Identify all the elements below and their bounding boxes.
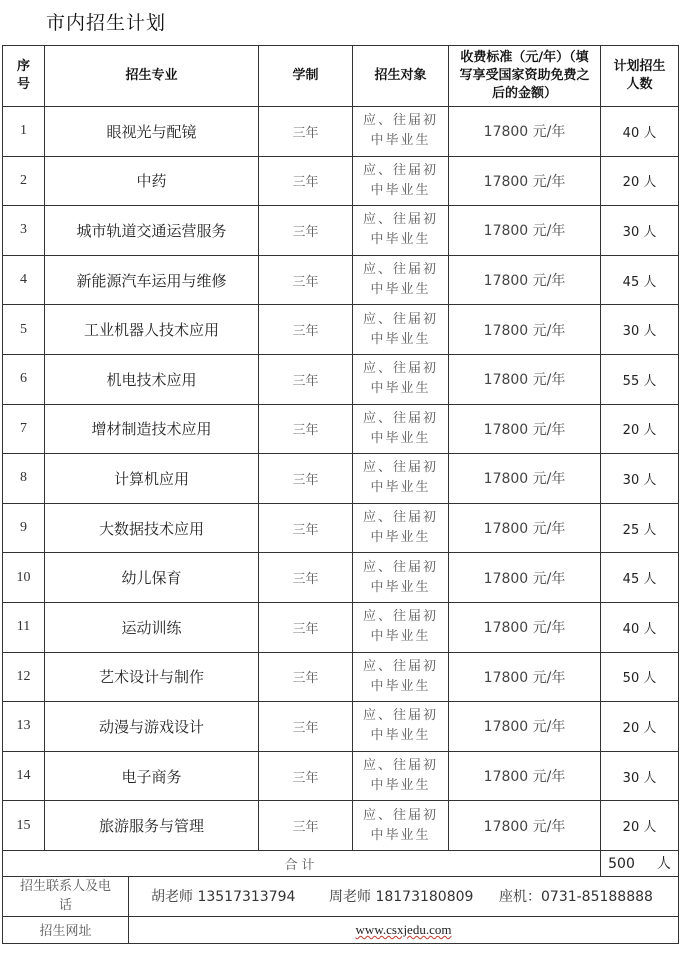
row-fee: 17800 元/年	[449, 602, 601, 652]
row-fee: 17800 元/年	[449, 801, 601, 851]
row-major: 计算机应用	[45, 454, 259, 504]
row-years: 三年	[259, 801, 353, 851]
table-row	[3, 107, 679, 157]
row-major: 新能源汽车运用与维修	[45, 255, 259, 305]
header-major: 招生专业	[45, 46, 259, 107]
contact-landline: 座机：0731-85188888	[499, 889, 653, 906]
row-number: 13	[3, 702, 45, 752]
row-number: 12	[3, 652, 45, 702]
row-plan: 50 人	[601, 652, 679, 702]
table-row	[3, 652, 679, 702]
table-row	[3, 156, 679, 206]
row-years: 三年	[259, 553, 353, 603]
table-row	[3, 702, 679, 752]
website-url-cell	[129, 916, 679, 943]
row-number: 9	[3, 503, 45, 553]
row-plan: 20 人	[601, 404, 679, 454]
row-years: 三年	[259, 751, 353, 801]
row-major: 电子商务	[45, 751, 259, 801]
row-number: 6	[3, 354, 45, 404]
row-plan: 40 人	[601, 107, 679, 157]
row-number: 1	[3, 107, 45, 157]
row-target: 应、往届初中毕业生	[353, 801, 449, 851]
total-row	[3, 850, 679, 876]
row-fee: 17800 元/年	[449, 354, 601, 404]
contact-info	[129, 876, 679, 916]
row-years: 三年	[259, 652, 353, 702]
website-url[interactable]: www.csxjedu.com	[355, 921, 452, 937]
header-years: 学制	[259, 46, 353, 107]
row-target: 应、往届初中毕业生	[353, 652, 449, 702]
table-row	[3, 801, 679, 851]
contact-label: 招生联系人及电话	[3, 876, 129, 916]
row-major: 动漫与游戏设计	[45, 702, 259, 752]
row-years: 三年	[259, 206, 353, 256]
row-number: 10	[3, 553, 45, 603]
row-major: 工业机器人技术应用	[45, 305, 259, 355]
table-row	[3, 454, 679, 504]
row-years: 三年	[259, 255, 353, 305]
row-major: 幼儿保育	[45, 553, 259, 603]
row-number: 7	[3, 404, 45, 454]
row-target: 应、往届初中毕业生	[353, 404, 449, 454]
row-years: 三年	[259, 702, 353, 752]
row-major: 中药	[45, 156, 259, 206]
row-plan: 30 人	[601, 454, 679, 504]
row-fee: 17800 元/年	[449, 255, 601, 305]
row-number: 14	[3, 751, 45, 801]
website-label: 招生网址	[3, 916, 129, 943]
row-fee: 17800 元/年	[449, 553, 601, 603]
row-target: 应、往届初中毕业生	[353, 107, 449, 157]
total-value	[601, 850, 679, 876]
row-major: 城市轨道交通运营服务	[45, 206, 259, 256]
row-target: 应、往届初中毕业生	[353, 206, 449, 256]
row-target: 应、往届初中毕业生	[353, 255, 449, 305]
row-years: 三年	[259, 503, 353, 553]
table-row	[3, 751, 679, 801]
row-plan: 20 人	[601, 156, 679, 206]
row-target: 应、往届初中毕业生	[353, 751, 449, 801]
row-years: 三年	[259, 404, 353, 454]
contact-person-1: 胡老师 13517313794	[151, 889, 296, 906]
table-row	[3, 354, 679, 404]
row-fee: 17800 元/年	[449, 156, 601, 206]
row-plan: 20 人	[601, 801, 679, 851]
page-title: 市内招生计划	[46, 12, 167, 34]
table-row	[3, 305, 679, 355]
row-major: 机电技术应用	[45, 354, 259, 404]
enrollment-plan-table	[2, 45, 679, 944]
row-number: 5	[3, 305, 45, 355]
header-fee: 收费标准（元/年）（填写享受国家资助免费之后的金额）	[449, 46, 601, 107]
table-row	[3, 503, 679, 553]
row-plan: 45 人	[601, 255, 679, 305]
contact-person-2: 周老师 18173180809	[329, 889, 474, 906]
table-row	[3, 255, 679, 305]
row-years: 三年	[259, 156, 353, 206]
row-plan: 40 人	[601, 602, 679, 652]
row-target: 应、往届初中毕业生	[353, 553, 449, 603]
row-fee: 17800 元/年	[449, 206, 601, 256]
row-major: 运动训练	[45, 602, 259, 652]
row-fee: 17800 元/年	[449, 107, 601, 157]
row-years: 三年	[259, 107, 353, 157]
row-plan: 30 人	[601, 206, 679, 256]
row-number: 3	[3, 206, 45, 256]
table-row	[3, 206, 679, 256]
row-fee: 17800 元/年	[449, 652, 601, 702]
row-number: 15	[3, 801, 45, 851]
row-target: 应、往届初中毕业生	[353, 702, 449, 752]
row-years: 三年	[259, 305, 353, 355]
row-target: 应、往届初中毕业生	[353, 305, 449, 355]
row-plan: 20 人	[601, 702, 679, 752]
row-fee: 17800 元/年	[449, 751, 601, 801]
row-fee: 17800 元/年	[449, 454, 601, 504]
row-years: 三年	[259, 602, 353, 652]
row-plan: 45 人	[601, 553, 679, 603]
header-row	[3, 46, 679, 107]
header-plan: 计划招生人数	[601, 46, 679, 107]
row-plan: 30 人	[601, 305, 679, 355]
row-major: 大数据技术应用	[45, 503, 259, 553]
row-years: 三年	[259, 454, 353, 504]
row-major: 旅游服务与管理	[45, 801, 259, 851]
total-label: 合计	[3, 850, 601, 876]
row-fee: 17800 元/年	[449, 305, 601, 355]
row-number: 2	[3, 156, 45, 206]
row-fee: 17800 元/年	[449, 503, 601, 553]
header-num: 序号	[3, 46, 45, 107]
total-number: 500	[608, 856, 635, 873]
row-years: 三年	[259, 354, 353, 404]
website-row	[3, 916, 679, 943]
header-target: 招生对象	[353, 46, 449, 107]
total-unit: 人	[656, 856, 671, 873]
table-row	[3, 602, 679, 652]
row-number: 8	[3, 454, 45, 504]
row-target: 应、往届初中毕业生	[353, 454, 449, 504]
row-fee: 17800 元/年	[449, 404, 601, 454]
row-major: 艺术设计与制作	[45, 652, 259, 702]
table-row	[3, 553, 679, 603]
row-fee: 17800 元/年	[449, 702, 601, 752]
row-target: 应、往届初中毕业生	[353, 503, 449, 553]
row-target: 应、往届初中毕业生	[353, 156, 449, 206]
row-number: 11	[3, 602, 45, 652]
row-plan: 30 人	[601, 751, 679, 801]
row-target: 应、往届初中毕业生	[353, 602, 449, 652]
table-row	[3, 404, 679, 454]
row-plan: 25 人	[601, 503, 679, 553]
row-target: 应、往届初中毕业生	[353, 354, 449, 404]
table-body	[3, 107, 679, 851]
contact-row	[3, 876, 679, 916]
row-number: 4	[3, 255, 45, 305]
row-plan: 55 人	[601, 354, 679, 404]
row-major: 眼视光与配镜	[45, 107, 259, 157]
row-major: 增材制造技术应用	[45, 404, 259, 454]
